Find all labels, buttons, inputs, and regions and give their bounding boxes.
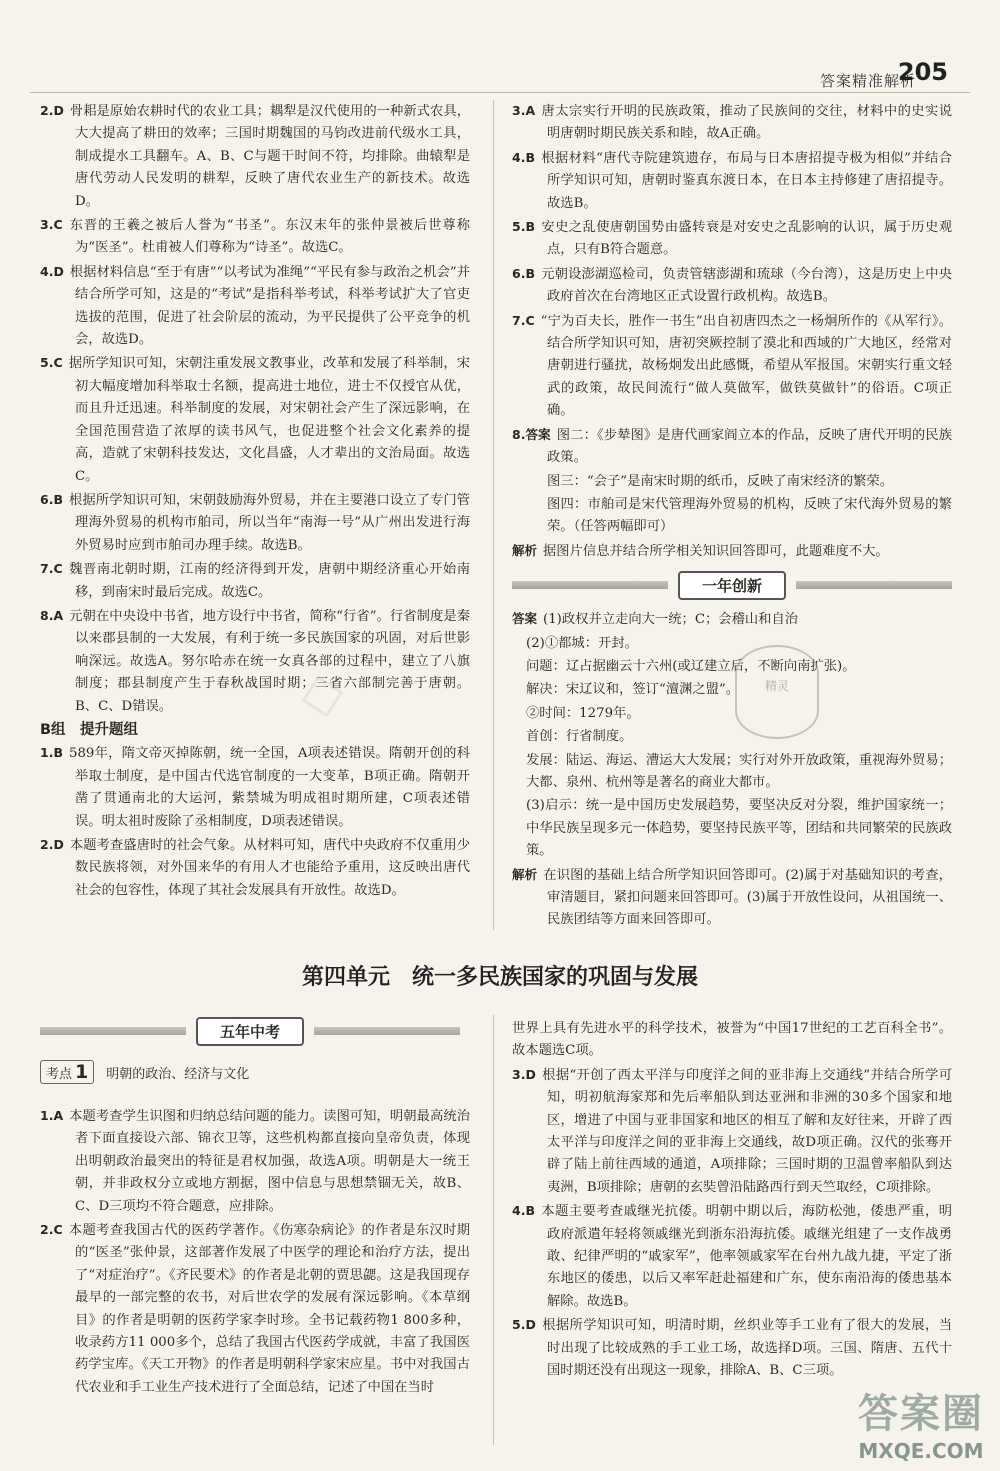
kaodian-tag-text: 考点 — [46, 1067, 73, 1082]
answer-number: 4.B — [512, 1203, 535, 1219]
innovation-answer-label: 答案 — [512, 611, 538, 627]
answer-number: 4.D — [40, 263, 64, 279]
answer-number: 3.D — [512, 1066, 536, 1082]
answer-item — [40, 261, 470, 352]
answer-item — [40, 1219, 470, 1399]
answer-text: 根据材料“唐代寺院建筑遗存，布局与日本唐招提寺极为相似”并结合所学知识可知，唐朝时鉴真东渡日本，在日本主持修建了唐招提寺。故选B。 — [540, 150, 952, 211]
answer-number: 2.D — [40, 837, 64, 852]
answer-text: 589年，隋文帝灭掉陈朝，统一全国，A项表述错误。隋朝开创的科举取士制度，是中国古代选官制度的一大变革，B项正确。隋朝开凿了贯通南北的大运河，紫禁城为明成祖时期所建，C项表述错误。明太祖时废除了丞相制度，D项表述错误。 — [68, 746, 470, 829]
answer-number: 1.B — [40, 745, 63, 761]
corner-watermark — [858, 1382, 984, 1463]
kaodian-title: 明朝的政治、经济与文化 — [106, 1066, 250, 1082]
q8-line-3: 图三：“会子”是南宋时期的纸币，反映了南宋经济的繁荣。 — [547, 473, 894, 489]
right-bottom-column — [512, 1018, 952, 1384]
answer-number: 8.A — [40, 607, 64, 623]
right-bottom-continuation: 世界上具有先进水平的科学技术，被誉为“中国17世纪的工艺百科全书”。故本题选C项。 — [512, 1021, 952, 1059]
column-divider-top — [493, 100, 494, 930]
answer-text: 本题考查我国古代的医药学著作。《伤寒杂病论》的作者是东汉时期的“医圣”张仲景，这部著作发展了中医学的理论和治疗方法，提出了“对症治疗”。《齐民要术》的作者是北朝的贾思勰。这是我国现存最早的一部完整的农书，对后世农学的发展有深远影响。《本草纲目》的作者是明朝的医药学家李时珍。全书记载药物1 800多种，收录药方11 000多个，总结了我国古代医药学成就，丰富了我国医药学宝库。《天工开物》的作者是明朝科学家宋应星。书中对我国古代农业和手工业生产技术进行了全面总结，记述了中国在当时 — [68, 1223, 470, 1395]
innovation-line-1: (2)①都城：开封。 — [526, 635, 638, 651]
answer-item — [512, 1314, 952, 1382]
corner-watermark-url: MXQE.COM — [858, 1439, 984, 1463]
answer-number: 8.答案 — [512, 426, 551, 442]
five-year-banner-label: 五年中考 — [196, 1017, 304, 1046]
answer-number: 2.C — [40, 1222, 63, 1238]
answer-item — [40, 214, 470, 260]
innovation-line-0: (1)政权并立走向大一统；C；会稽山和自治 — [543, 612, 799, 628]
answer-text: 本题考查学生识图和归纳总结问题的能力。读图可知，明朝最高统治者下面直接设六部、锦衣卫等，这些机构都直接向皇帝负责，体现出明朝政治最突出的特征是君权加强，故选A项。明朝是大一统王朝，并非政权分立或地方割据，图中信息与思想禁锢无关，故B、C、D三项均不符合题意，应排除。 — [69, 1109, 470, 1214]
kaodian-tag — [40, 1060, 94, 1084]
stamp-seal — [735, 645, 819, 739]
innovation-analysis — [512, 864, 952, 932]
answer-number: 6.B — [40, 491, 63, 507]
answer-number: 3.C — [40, 217, 63, 233]
answer-text: 图二：《步辇图》是唐代画家阎立本的作品，反映了唐代开明的民族政策。 — [547, 427, 952, 466]
answer-number: 6.B — [512, 265, 535, 281]
kaodian-number: 1 — [75, 1061, 89, 1083]
q8-analysis — [512, 540, 952, 563]
answer-text: “宁为百夫长，胜作一书生”出自初唐四杰之一杨炯所作的《从军行》。结合所学知识可知，唐初突厥控制了漠北和西域的广大地区，经常对唐朝进行骚扰，故杨炯发出此感慨，希望从军报国。宋朝实行重文轻武的政策，故民间流行“做人莫做军，做铁莫做针”的俗语。C项正确。 — [540, 313, 952, 419]
answer-number: 7.C — [40, 561, 63, 577]
right-top-column — [512, 100, 952, 933]
answer-item — [40, 489, 470, 557]
answer-text: 根据材料信息“至于有唐”“以考试为准绳”“平民有参与政治之机会”并结合所学可知，这是的“考试”是指科举考试，科举考试扩大了官吏选拔的范围，促进了社会阶层的流动，为平民提供了公平竞争的机会，故选D。 — [69, 264, 470, 348]
five-year-banner — [40, 1016, 460, 1046]
innovation-line-2: 问题：辽占据幽云十六州(或辽建立后，不断向南扩张)。 — [526, 658, 856, 674]
q8-line-4: 图四：市舶司是宋代管理海外贸易的机构，反映了宋代海外贸易的繁荣。（任答两幅即可） — [547, 496, 952, 535]
answer-item — [512, 1064, 952, 1199]
q8-analysis-text: 据图片信息并结合所学相关知识回答即可，此题难度不大。 — [543, 543, 889, 559]
page-number: 205 — [897, 58, 948, 86]
answer-item — [40, 558, 470, 604]
answer-text: 魏晋南北朝时期，江南的经济得到开发，唐朝中期经济重心开始南移，到南宋时最后完成。故选C。 — [68, 562, 470, 600]
answer-text: 本题考查盛唐时的社会气象。从材料可知，唐代中央政府不仅重用少数民族将领，对外国来华的有用人才也能给予重用，这反映出唐代社会的包容性，体现了其社会发展具有开放性。故选D。 — [69, 838, 470, 898]
unit-title: 第四单元 统一多民族国家的巩固与发展 — [301, 965, 698, 990]
watermark-center: ◇ — [293, 656, 350, 729]
innovation-analysis-text: 在识图的基础上结合所学知识回答即可。(2)属于对基础知识的考查，审清题目，紧扣问题来回答即可。(3)属于开放性设问，从祖国统一、民族团结等方面来回答即可。 — [543, 867, 952, 928]
answer-item — [512, 147, 952, 215]
answer-number: 5.B — [512, 219, 535, 235]
answer-item — [40, 605, 470, 718]
banner-bar-right — [796, 581, 952, 589]
answer-item — [512, 1200, 952, 1313]
banner-bar-left — [512, 581, 668, 589]
answer-text: 安史之乱使唐朝国势由盛转衰是对安史之乱影响的认识，属于历史观点，只有B符合题意。 — [540, 220, 952, 258]
header-title: 答案精准解析 — [819, 72, 916, 90]
answer-text: 元朝在中央设中书省，地方设行中书省，简称“行省”。行省制度是秦以来郡县制的一大发展，有利于统一多民族国家的巩固，对后世影响深远。故选A。努尔哈赤在统一女真各部的过程中，建立了八旗制度；郡县制度产生于春秋战国时期；三省六部制完善于唐朝。B、C、D错误。 — [69, 608, 470, 714]
header-divider — [30, 92, 970, 93]
corner-watermark-logo: 答案圈 — [858, 1391, 984, 1437]
answer-item — [40, 100, 470, 213]
innovation-line-6: 发展：陆运、海运、漕运大大发展；实行对外开放政策，重视海外贸易；大都、泉州、杭州等是著名的商业大都市。 — [526, 752, 952, 790]
innovation-line-5: 首创：行省制度。 — [526, 729, 633, 745]
answer-item — [512, 310, 952, 423]
answer-text: 根据所学知识可知，明清时期，丝织业等手工业有了很大的发展，当时出现了比较成熟的手工业工场，故选择D项。三国、隋唐、五代十国时期还没有出现这一现象，排除A、B、C三项。 — [541, 1318, 952, 1379]
answer-number: 2.D — [40, 103, 64, 118]
answer-text: 唐太宗实行开明的民族政策，推动了民族间的交往，材料中的史实说明唐朝时期民族关系和睦，故A正确。 — [541, 104, 952, 142]
answer-item — [512, 100, 952, 146]
answer-item — [512, 263, 952, 309]
answer-item — [40, 352, 470, 487]
banner-bar-right — [314, 1027, 460, 1035]
answer-text: 根据“开创了西太平洋与印度洋之间的亚非海上交通线”并结合所学可知，明初航海家郑和先后率船队到达亚洲和非洲的30多个国家和地区，增进了中国与亚非国家和地区的相互了解和友好往来，开辟了西太平洋与印度洋之间的亚非海上交通线，故D项正确。汉代的张骞开辟了陆上前往西域的通道，A项排除；三国时期的卫温曾率船队到达夷洲，B项排除；唐朝的玄奘曾沿陆路西行到天竺取经，C项排除。 — [541, 1067, 952, 1195]
innovation-line-4: ②时间：1279年。 — [526, 705, 640, 721]
banner-bar-left — [40, 1027, 186, 1035]
answer-number: 5.C — [40, 355, 63, 371]
answer-text: 根据所学知识可知，宋朝鼓励海外贸易，并在主要港口设立了专门管理海外贸易的机构市舶司，所以当年“南海一号”从广州出发进行海外贸易时应到市舶司办理手续。故选B。 — [68, 492, 470, 553]
left-bottom-column — [40, 1105, 470, 1400]
answer-text: 东晋的王羲之被后人誉为“书圣”。东汉末年的张仲景被后世尊称为“医圣”。杜甫被人们尊称为“诗圣”。故选C。 — [68, 218, 470, 256]
innovation-banner-label: 一年创新 — [678, 571, 786, 600]
answer-item — [40, 834, 470, 902]
group-b-title: B组 提升题组 — [40, 721, 139, 738]
answer-text: 元朝设澎湖巡检司，负责管辖澎湖和琉球（今台湾），这是历史上中央政府首次在台湾地区正式设置行政机构。故选B。 — [540, 266, 952, 305]
answer-text: 据所学知识可知，宋朝注重发展文教事业，改革和发展了科举制，宋初大幅度增加科举取士名额，提高进士地位，进士不仅授官从优，而且升迁迅速。科举制度的发展，对宋朝社会产生了深远影响，在全国范围营造了浓厚的读书风气，也促进整个社会文化素养的提高，造就了宋朝科技发达，文化昌盛，人才辈出的文治局面。故选C。 — [68, 356, 470, 484]
innovation-line-3: 解决：宋辽议和，签订“澶渊之盟”。 — [526, 682, 740, 698]
stamp-text: 精灵 — [764, 679, 789, 693]
innovation-answer — [512, 608, 952, 631]
left-top-column — [40, 100, 470, 903]
kaodian-heading — [40, 1060, 249, 1084]
innovation-banner — [512, 570, 952, 600]
answer-item — [40, 1105, 470, 1218]
answer-number: 1.A — [40, 1108, 64, 1123]
answer-item — [512, 216, 952, 262]
answer-text: 骨耜是原始农耕时代的农业工具；耦犁是汉代使用的一种新式农具，大大提高了耕田的效率；三国时期魏国的马钧改进前代级水工具，制成提水工具翻车。A、B、C与题干时间不符，均排除。曲辕犁是唐代劳动人民发明的耕犁，反映了唐代农业生产的新技术。故选D。 — [69, 104, 470, 209]
q8-analysis-label: 解析 — [512, 542, 538, 558]
answer-number: 3.A — [512, 103, 536, 118]
answer-number: 4.B — [512, 149, 535, 165]
innovation-line-7: (3)启示：统一是中国历史发展趋势，要坚决反对分裂，维护国家统一；中华民族呈现多元一体趋势，要坚持民族平等，团结和共同繁荣的民族政策。 — [526, 798, 952, 859]
answer-text: 本题主要考查戚继光抗倭。明朝中期以后，海防松弛，倭患严重，明政府派遣年轻将领戚继光到浙东沿海抗倭。戚继光组建了一支作战勇敢、纪律严明的“戚家军”，他率领戚家军在台州九战九捷，平定了浙东地区的倭患，以后又率军赶赴福建和广东，使东南沿海的倭患基本解除。故选B。 — [540, 1204, 952, 1309]
answer-number: 5.D — [512, 1317, 536, 1333]
answer-item — [40, 742, 470, 833]
innovation-analysis-label: 解析 — [512, 866, 538, 882]
answer-item — [512, 424, 952, 470]
column-divider-bottom — [493, 1015, 494, 1445]
answer-number: 7.C — [512, 312, 535, 328]
page-header — [0, 0, 1000, 96]
